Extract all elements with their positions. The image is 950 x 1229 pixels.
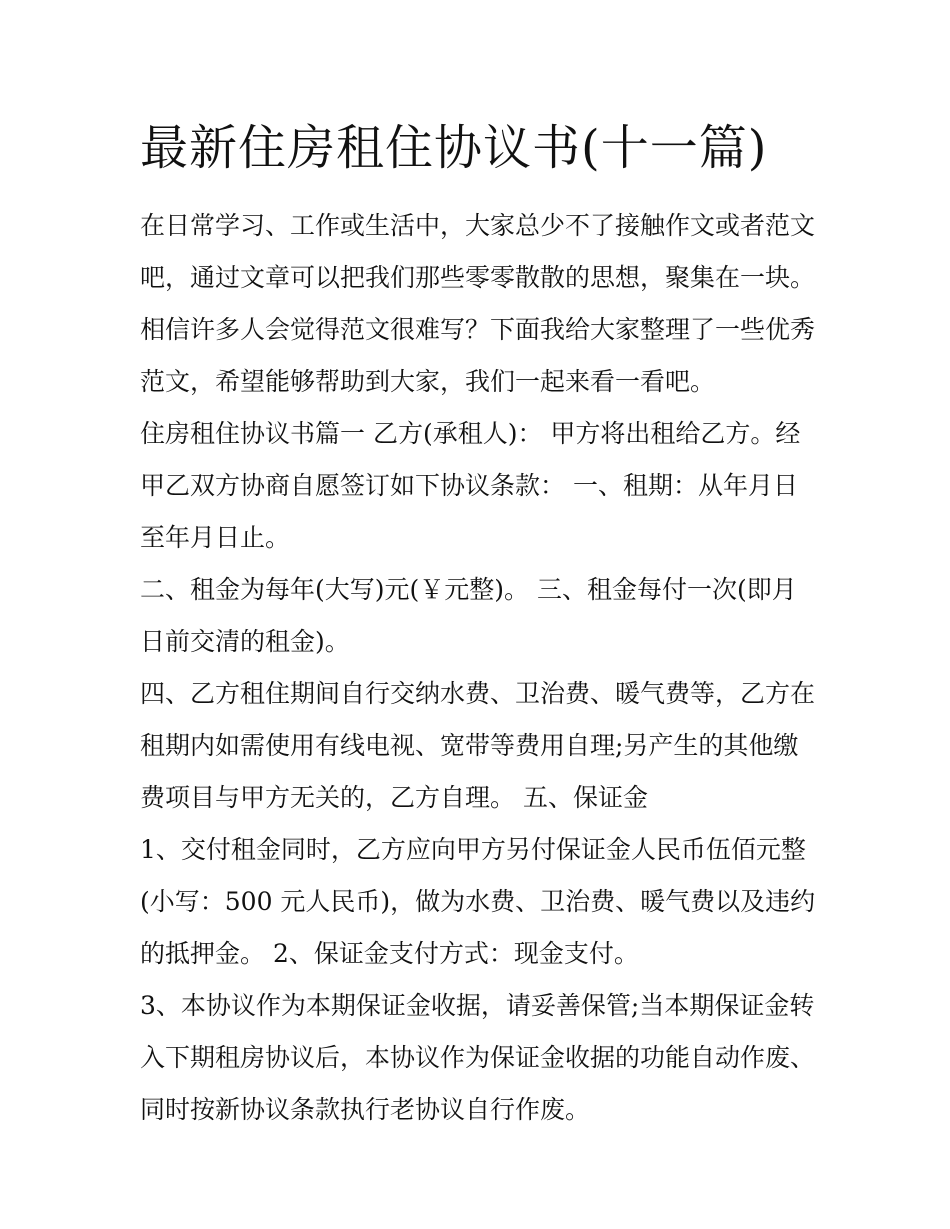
text-line: 日前交清的租金)。 [140, 627, 350, 656]
text-line: 在日常学习、工作或生活中，大家总少不了接触作文或者范文 [140, 211, 816, 240]
text-line: 吧，通过文章可以把我们那些零零散散的思想，聚集在一块。 [140, 263, 816, 292]
text-line: 同时按新协议条款执行老协议自行作废。 [140, 1095, 591, 1124]
text-line: 二、租金为每年(大写)元(￥元整)。 三、租金每付一次(即月 [140, 575, 797, 604]
text-line: 入下期租房协议后，本协议作为保证金收据的功能自动作废、 [140, 1043, 816, 1072]
text-line: 甲乙双方协商自愿签订如下协议条款： 一、租期：从年月日 [140, 471, 798, 500]
text-line: 住房租住协议书篇一 乙方(承租人)： 甲方将出租给乙方。经 [140, 419, 801, 448]
text-line: 租期内如需使用有线电视、宽带等费用自理;另产生的其他缴 [140, 731, 799, 760]
text-line: 范文，希望能够帮助到大家，我们一起来看一看吧。 [140, 367, 716, 396]
text-line: 至年月日止。 [140, 523, 291, 552]
text-line: 费项目与甲方无关的，乙方自理。 五、保证金 [140, 783, 648, 812]
text-line: 相信许多人会觉得范文很难写？下面我给大家整理了一些优秀 [140, 315, 816, 344]
text-line: 四、乙方租住期间自行交纳水费、卫治费、暖气费等，乙方在 [140, 679, 816, 708]
document-body [140, 200, 820, 1136]
page-title: 最新住房租住协议书(十一篇) [140, 120, 768, 176]
text-line: 1、交付租金同时，乙方应向甲方另付保证金人民币伍佰元整 [140, 835, 806, 864]
text-line: 3、本协议作为本期保证金收据，请妥善保管;当本期保证金转 [140, 991, 815, 1020]
text-line: 的抵押金。 2、保证金支付方式：现金支付。 [140, 939, 639, 968]
text-line: (小写：500 元人民币)，做为水费、卫治费、暖气费以及违约 [140, 887, 816, 916]
